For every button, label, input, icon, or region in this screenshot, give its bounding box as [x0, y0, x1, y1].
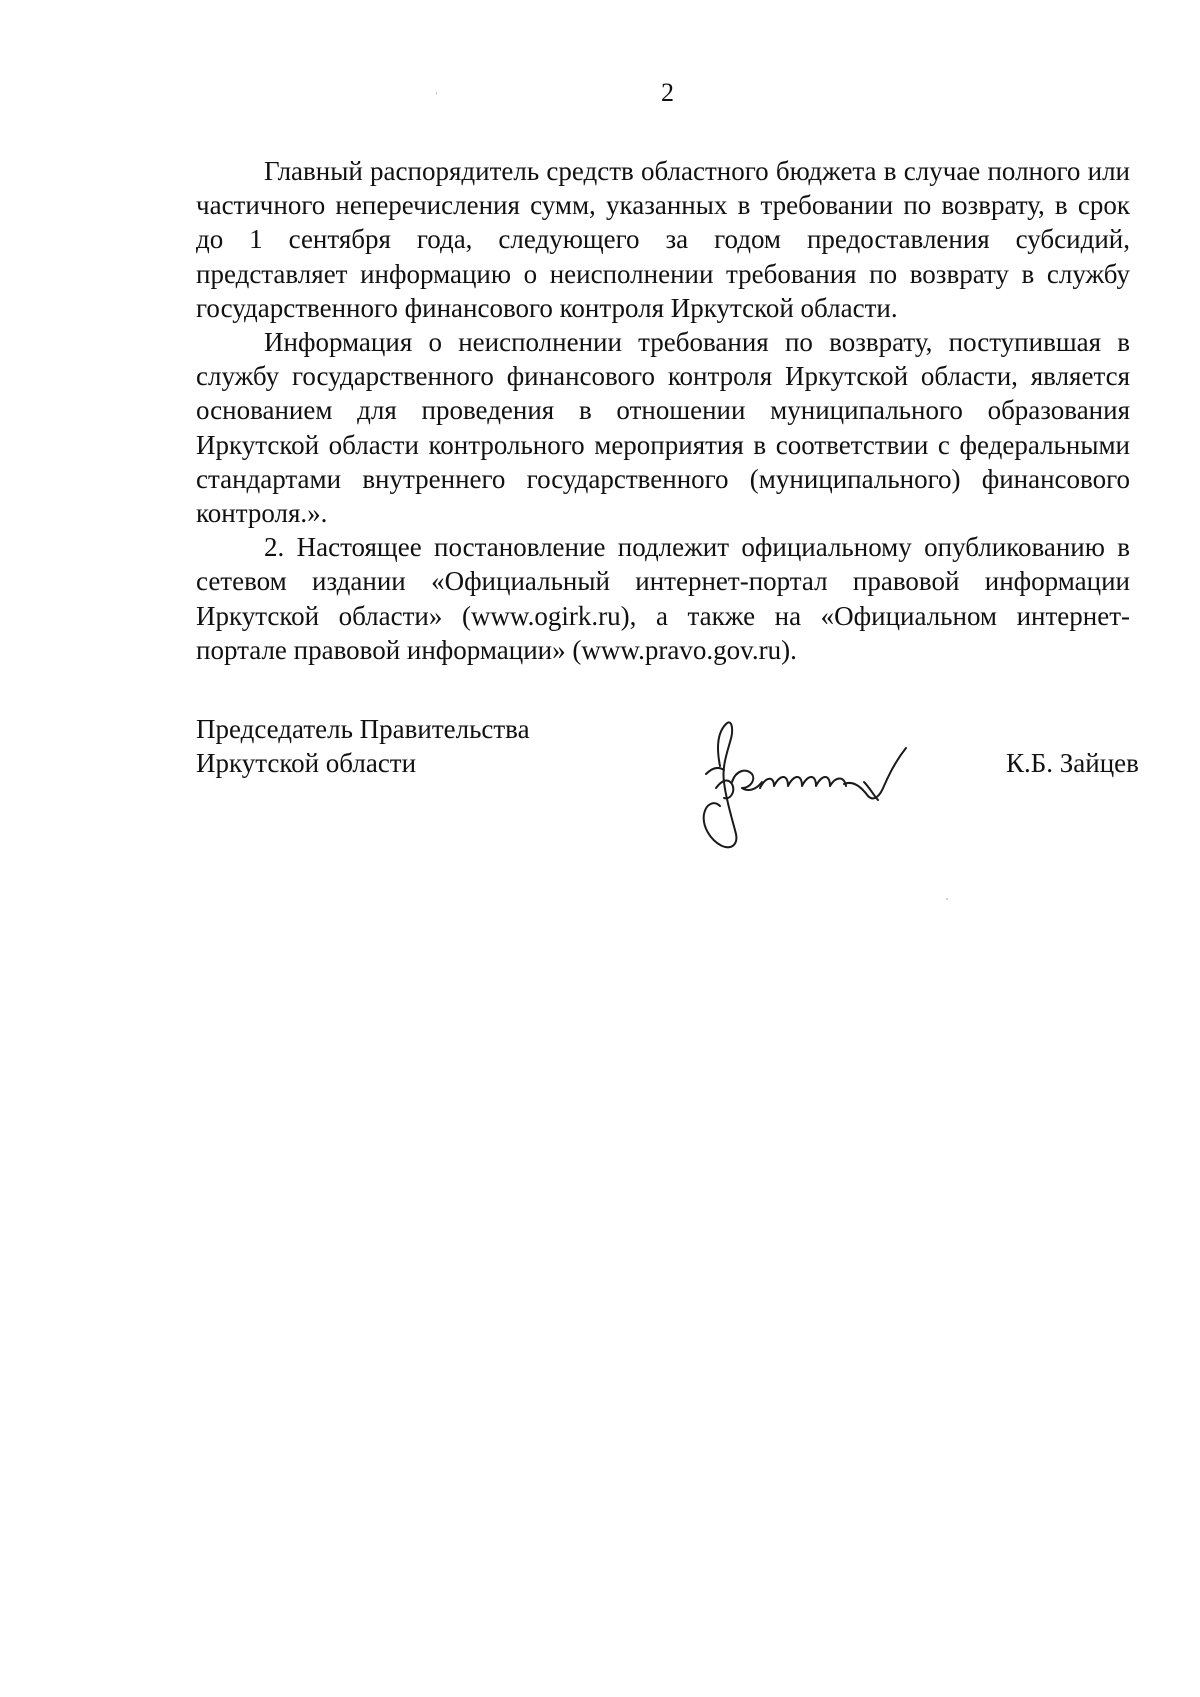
paragraph-control-basis: Информация о неисполнении требования по возврату, поступившая в службу государственного финансового контроля Иркутской области, является основанием для проведения в отношении муниципального образования Иркутской области контрольного мероприятия в соответствии с федеральными стандартами внутреннего государственного (муниципального) финансового контроля.». — [196, 327, 1130, 529]
page-number: 2 — [661, 78, 674, 107]
signer-name: К.Б. Зайцев — [1006, 748, 1139, 778]
handwritten-signature — [676, 696, 956, 856]
scan-speck — [436, 92, 437, 95]
signature-block — [196, 712, 1146, 852]
signer-position — [196, 712, 530, 780]
signer-position-line-2: Иркутской области — [196, 748, 417, 779]
signer-position-line-1: Председатель Правительства — [196, 714, 530, 744]
paragraph-publication: 2. Настоящее постановление подлежит официальному опубликованию в сетевом издании «Официальный интернет-портал правовой информации Иркутской области» (www.ogirk.ru), а также на «Официальном интернет-портале правовой информации» (www.pravo.gov.ru). — [196, 532, 1130, 665]
document-body — [196, 154, 1130, 667]
scan-speck — [946, 898, 948, 900]
paragraph-return-requirement: Главный распорядитель средств областного бюджета в случае полного или частичного неперечисления сумм, указанных в требовании по возврату, в срок до 1 сентября года, следующего за годом предоставления субсидий, представляет информацию о неисполнении требования по возврату в службу государственного финансового контроля Иркутской области. — [196, 156, 1130, 323]
